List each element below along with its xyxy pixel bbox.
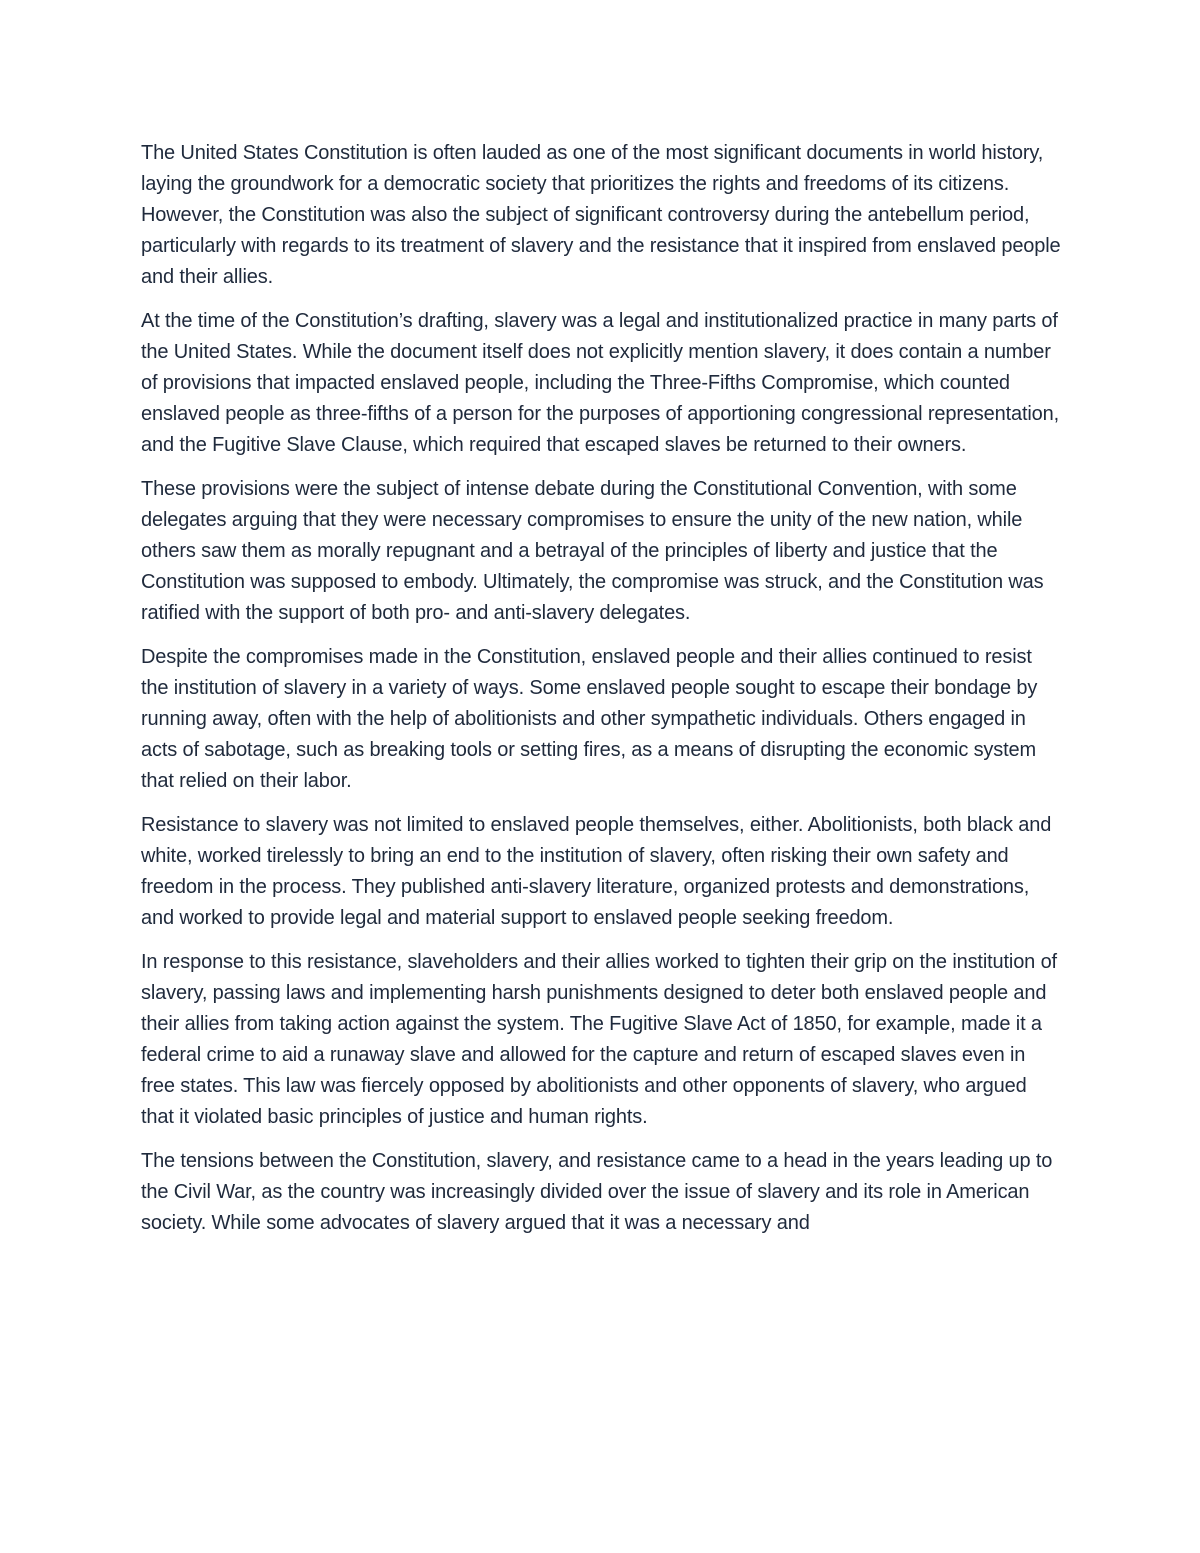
paragraph-7: The tensions between the Constitution, slavery, and resistance came to a head in the years leading up to the Civil War, as the country was increasingly divided over the issue of slavery and its role in American society. While some advocates of slavery argued that it was a necessary and [141, 1150, 1053, 1234]
document-body [141, 138, 1062, 1239]
paragraph-2: At the time of the Constitution’s drafting, slavery was a legal and institutionalized practice in many parts of the United States. While the document itself does not explicitly mention slavery, it does contain a number of provisions that impacted enslaved people, including the Three-Fifths Compromise, which counted enslaved people as three-fifths of a person for the purposes of apportioning congressional representation, and the Fugitive Slave Clause, which required that escaped slaves be returned to their owners. [141, 310, 1060, 456]
paragraph-1: The United States Constitution is often lauded as one of the most significant documents in world history, laying the groundwork for a democratic society that prioritizes the rights and freedoms of its citizens. However, the Constitution was also the subject of significant controversy during the antebellum period, particularly with regards to its treatment of slavery and the resistance that it inspired from enslaved people and their allies. [141, 142, 1061, 288]
paragraph-6: In response to this resistance, slaveholders and their allies worked to tighten their grip on the institution of slavery, passing laws and implementing harsh punishments designed to deter both enslaved people and their allies from taking action against the system. The Fugitive Slave Act of 1850, for example, made it a federal crime to aid a runaway slave and allowed for the capture and return of escaped slaves even in free states. This law was fiercely opposed by abolitionists and other opponents of slavery, who argued that it violated basic principles of justice and human rights. [141, 951, 1057, 1128]
paragraph-3: These provisions were the subject of intense debate during the Constitutional Convention, with some delegates arguing that they were necessary compromises to ensure the unity of the new nation, while others saw them as morally repugnant and a betrayal of the principles of liberty and justice that the Constitution was supposed to embody. Ultimately, the compromise was struck, and the Constitution was ratified with the support of both pro- and anti-slavery delegates. [141, 478, 1044, 624]
paragraph-4: Despite the compromises made in the Constitution, enslaved people and their allies continued to resist the institution of slavery in a variety of ways. Some enslaved people sought to escape their bondage by running away, often with the help of abolitionists and other sympathetic individuals. Others engaged in acts of sabotage, such as breaking tools or setting fires, as a means of disrupting the economic system that relied on their labor. [141, 646, 1038, 792]
paragraph-5: Resistance to slavery was not limited to enslaved people themselves, either. Abolitionists, both black and white, worked tirelessly to bring an end to the institution of slavery, often risking their own safety and freedom in the process. They published anti-slavery literature, organized protests and demonstrations, and worked to provide legal and material support to enslaved people seeking freedom. [141, 814, 1052, 929]
